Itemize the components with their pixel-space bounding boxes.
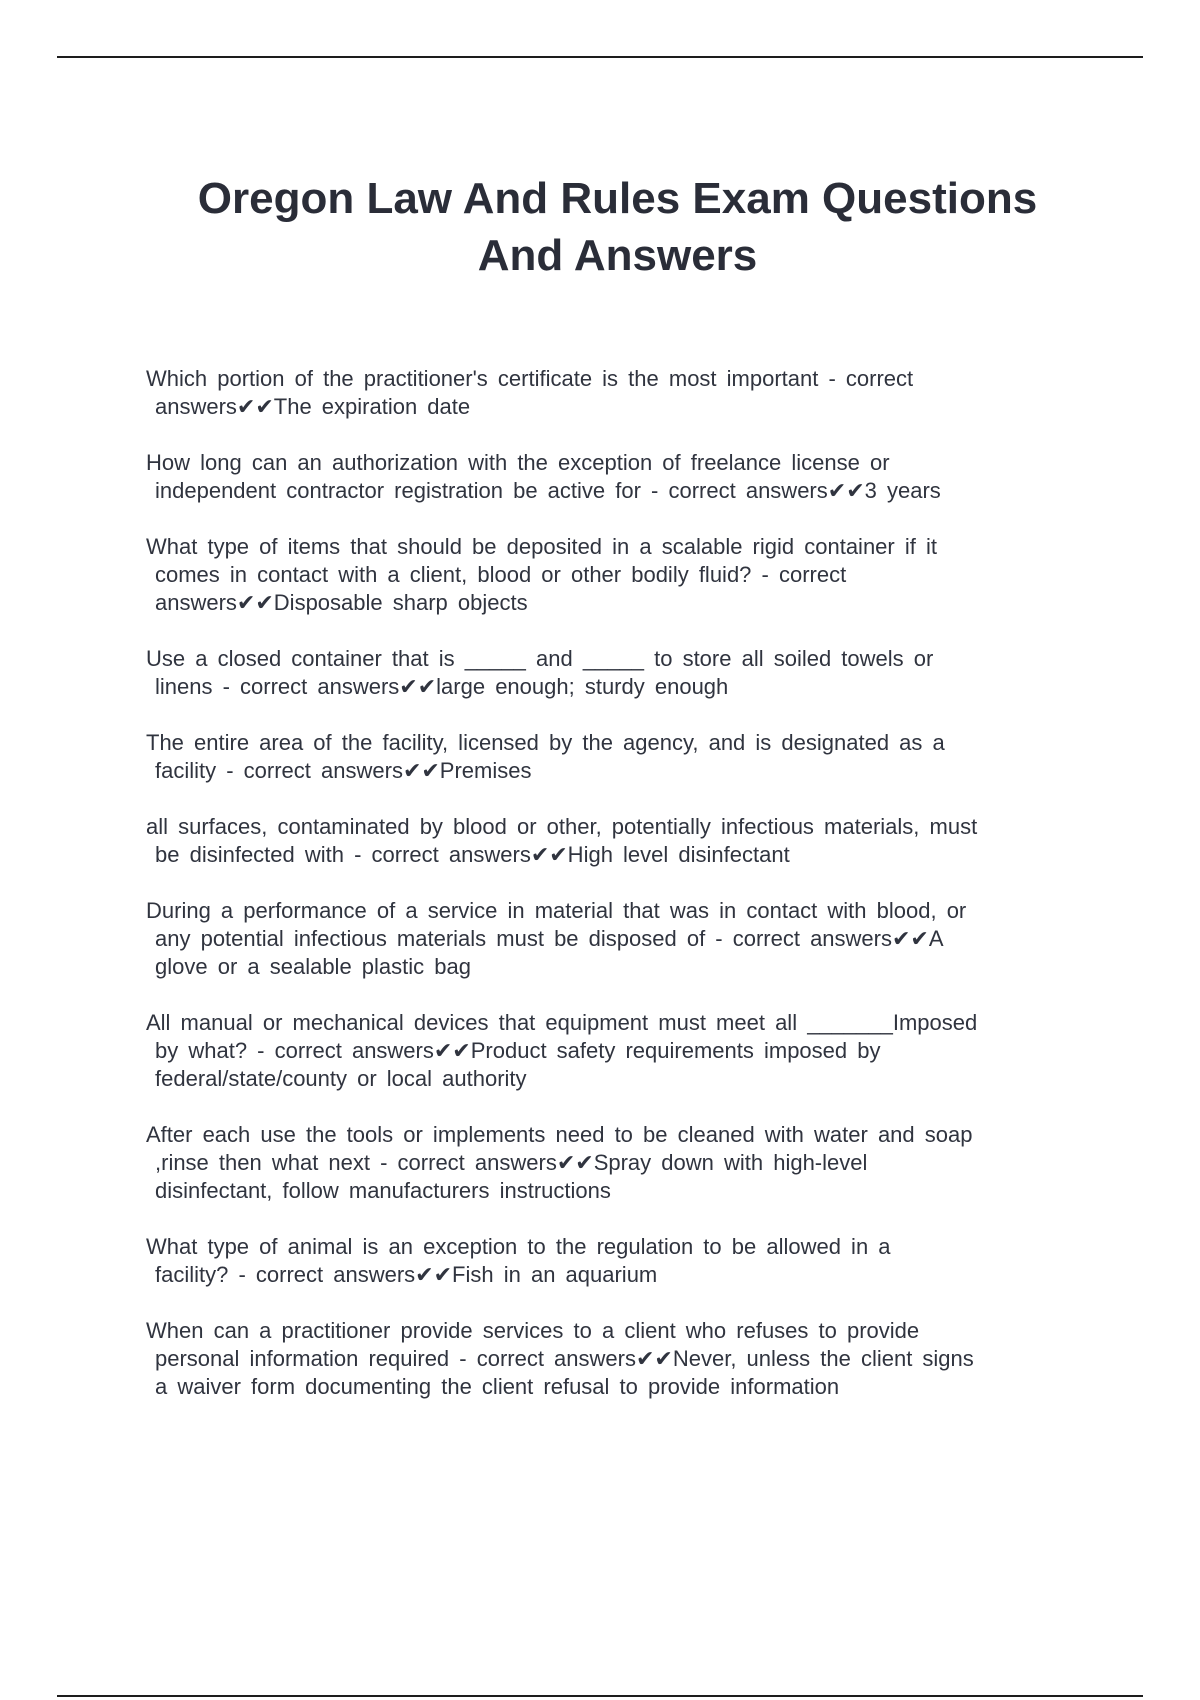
qa-list (146, 365, 1096, 1429)
qa-item (146, 1233, 1096, 1289)
qa-line: personal information required - correct answers✔✔Never, unless the client signs (155, 1346, 974, 1371)
document-title (120, 170, 1115, 284)
qa-line: What type of items that should be deposited in a scalable rigid container if it (146, 534, 937, 559)
qa-line: comes in contact with a client, blood or other bodily fluid? - correct (155, 562, 847, 587)
qa-line: independent contractor registration be active for - correct answers✔✔3 years (155, 478, 941, 503)
qa-line: a waiver form documenting the client refusal to provide information (155, 1374, 840, 1399)
qa-item (146, 729, 1096, 785)
title-line-2: And Answers (477, 231, 758, 280)
qa-item (146, 533, 1096, 617)
qa-line: All manual or mechanical devices that equipment must meet all _______Imposed (146, 1010, 978, 1035)
qa-line: facility? - correct answers✔✔Fish in an aquarium (155, 1262, 658, 1287)
qa-line: Use a closed container that is _____ and _____ to store all soiled towels or (146, 646, 934, 671)
qa-item (146, 645, 1096, 701)
qa-line: answers✔✔The expiration date (155, 394, 471, 419)
qa-line: How long can an authorization with the exception of freelance license or (146, 450, 890, 475)
qa-line: facility - correct answers✔✔Premises (155, 758, 532, 783)
qa-line: linens - correct answers✔✔large enough; sturdy enough (155, 674, 729, 699)
qa-line: When can a practitioner provide services to a client who refuses to provide (146, 1318, 920, 1343)
qa-item (146, 1009, 1096, 1093)
title-line-1: Oregon Law And Rules Exam Questions (197, 174, 1038, 223)
qa-item (146, 1121, 1096, 1205)
qa-line: What type of animal is an exception to the regulation to be allowed in a (146, 1234, 891, 1259)
bottom-rule (57, 1695, 1143, 1697)
qa-line: glove or a sealable plastic bag (155, 954, 471, 979)
qa-line: by what? - correct answers✔✔Product safety requirements imposed by (155, 1038, 881, 1063)
qa-line: After each use the tools or implements need to be cleaned with water and soap (146, 1122, 973, 1147)
qa-line: any potential infectious materials must be disposed of - correct answers✔✔A (155, 926, 944, 951)
qa-line: The entire area of the facility, licensed by the agency, and is designated as a (146, 730, 945, 755)
qa-item (146, 365, 1096, 421)
qa-line: During a performance of a service in material that was in contact with blood, or (146, 898, 967, 923)
qa-line: federal/state/county or local authority (155, 1066, 527, 1091)
qa-line: answers✔✔Disposable sharp objects (155, 590, 528, 615)
qa-line: disinfectant, follow manufacturers instructions (155, 1178, 611, 1203)
qa-item (146, 1317, 1096, 1401)
qa-line: be disinfected with - correct answers✔✔High level disinfectant (155, 842, 790, 867)
qa-line: ,rinse then what next - correct answers✔✔Spray down with high-level (155, 1150, 868, 1175)
qa-item (146, 813, 1096, 869)
qa-line: Which portion of the practitioner's certificate is the most important - correct (146, 366, 914, 391)
top-rule (57, 56, 1143, 58)
qa-item (146, 449, 1096, 505)
qa-item (146, 897, 1096, 981)
qa-line: all surfaces, contaminated by blood or other, potentially infectious materials, must (146, 814, 978, 839)
